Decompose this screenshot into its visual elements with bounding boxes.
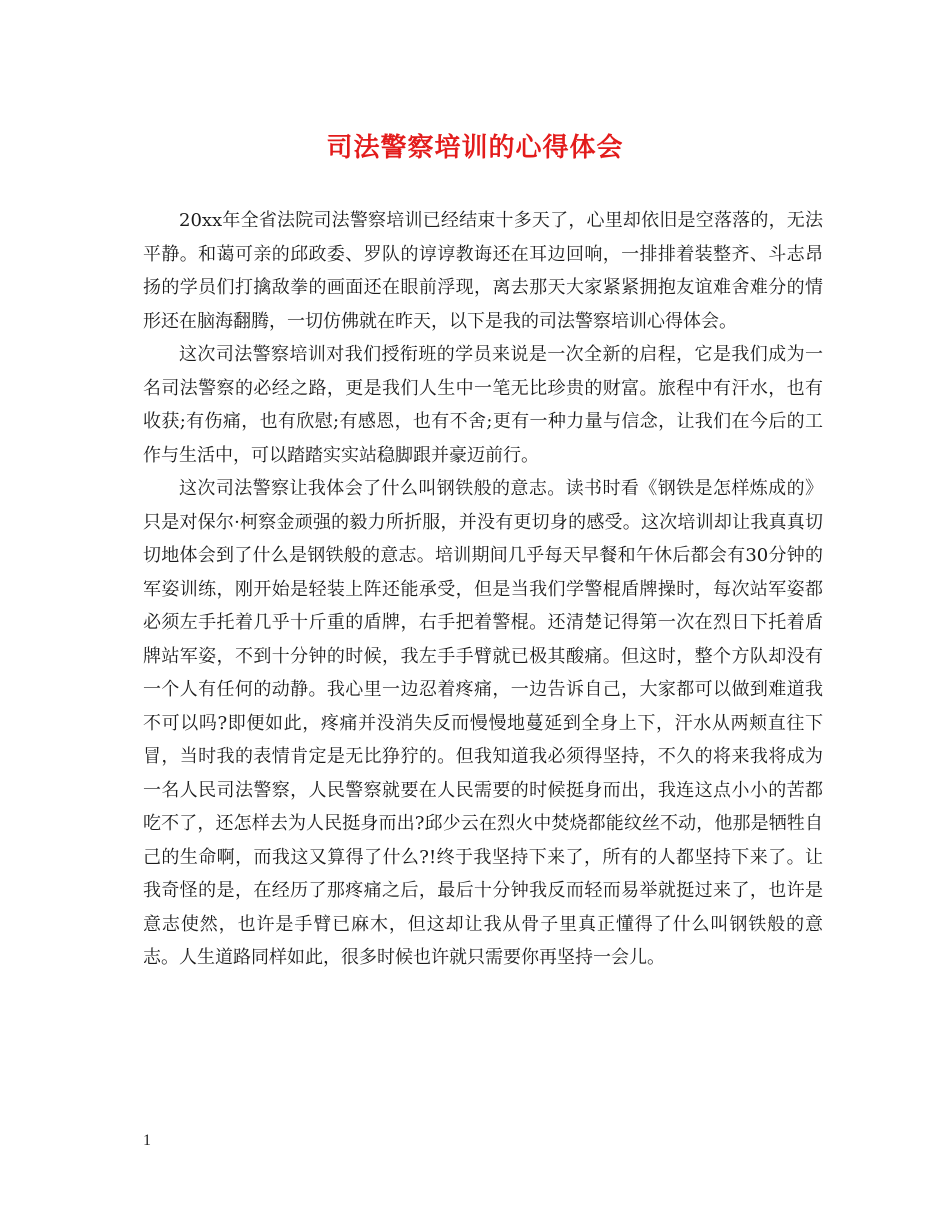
document-body xyxy=(143,204,823,975)
paragraph-1: 20xx年全省法院司法警察培训已经结束十多天了，心里却依旧是空落落的，无法平静。和蔼可亲的邱政委、罗队的谆谆教诲还在耳边回响，一排排着装整齐、斗志昂扬的学员们打擒敌拳的画面还在眼前浮现，离去那天大家紧紧拥抱友谊难舍难分的情形还在脑海翻腾，一切仿佛就在昨天，以下是我的司法警察培训心得体会。 xyxy=(143,210,823,332)
paragraph-2: 这次司法警察培训对我们授衔班的学员来说是一次全新的启程，它是我们成为一名司法警察的必经之路，更是我们人生中一笔无比珍贵的财富。旅程中有汗水，也有收获;有伤痛，也有欣慰;有感恩，也有不舍;更有一种力量与信念，让我们在今后的工作与生活中，可以踏踏实实站稳脚跟并豪迈前行。 xyxy=(143,344,823,466)
page-number: 1 xyxy=(143,1132,151,1149)
document-title: 司法警察培训的心得体会 xyxy=(326,133,624,163)
paragraph-3: 这次司法警察让我体会了什么叫钢铁般的意志。读书时看《钢铁是怎样炼成的》只是对保尔·柯察金顽强的毅力所折服，并没有更切身的感受。这次培训却让我真真切切地体会到了什么是钢铁般的意志。培训期间几乎每天早餐和午休后都会有30分钟的军姿训练，刚开始是轻装上阵还能承受，但是当我们学警棍盾牌操时，每次站军姿都必须左手托着几乎十斤重的盾牌，右手把着警棍。还清楚记得第一次在烈日下托着盾牌站军姿，不到十分钟的时候，我左手手臂就已极其酸痛。但这时，整个方队却没有一个人有任何的动静。我心里一边忍着疼痛，一边告诉自己，大家都可以做到难道我不可以吗?即便如此，疼痛并没消失反而慢慢地蔓延到全身上下，汗水从两颊直往下冒，当时我的表情肯定是无比狰狞的。但我知道我必须得坚持，不久的将来我将成为一名人民司法警察，人民警察就要在人民需要的时候挺身而出，我连这点小小的苦都吃不了，还怎样去为人民挺身而出?邱少云在烈火中焚烧都能纹丝不动，他那是牺牲自己的生命啊，而我这又算得了什么?!终于我坚持下来了，所有的人都坚持下来了。让我奇怪的是，在经历了那疼痛之后，最后十分钟我反而轻而易举就挺过来了，也许是意志使然，也许是手臂已麻木，但这却让我从骨子里真正懂得了什么叫钢铁般的意志。人生道路同样如此，很多时候也许就只需要你再坚持一会儿。 xyxy=(143,478,823,968)
